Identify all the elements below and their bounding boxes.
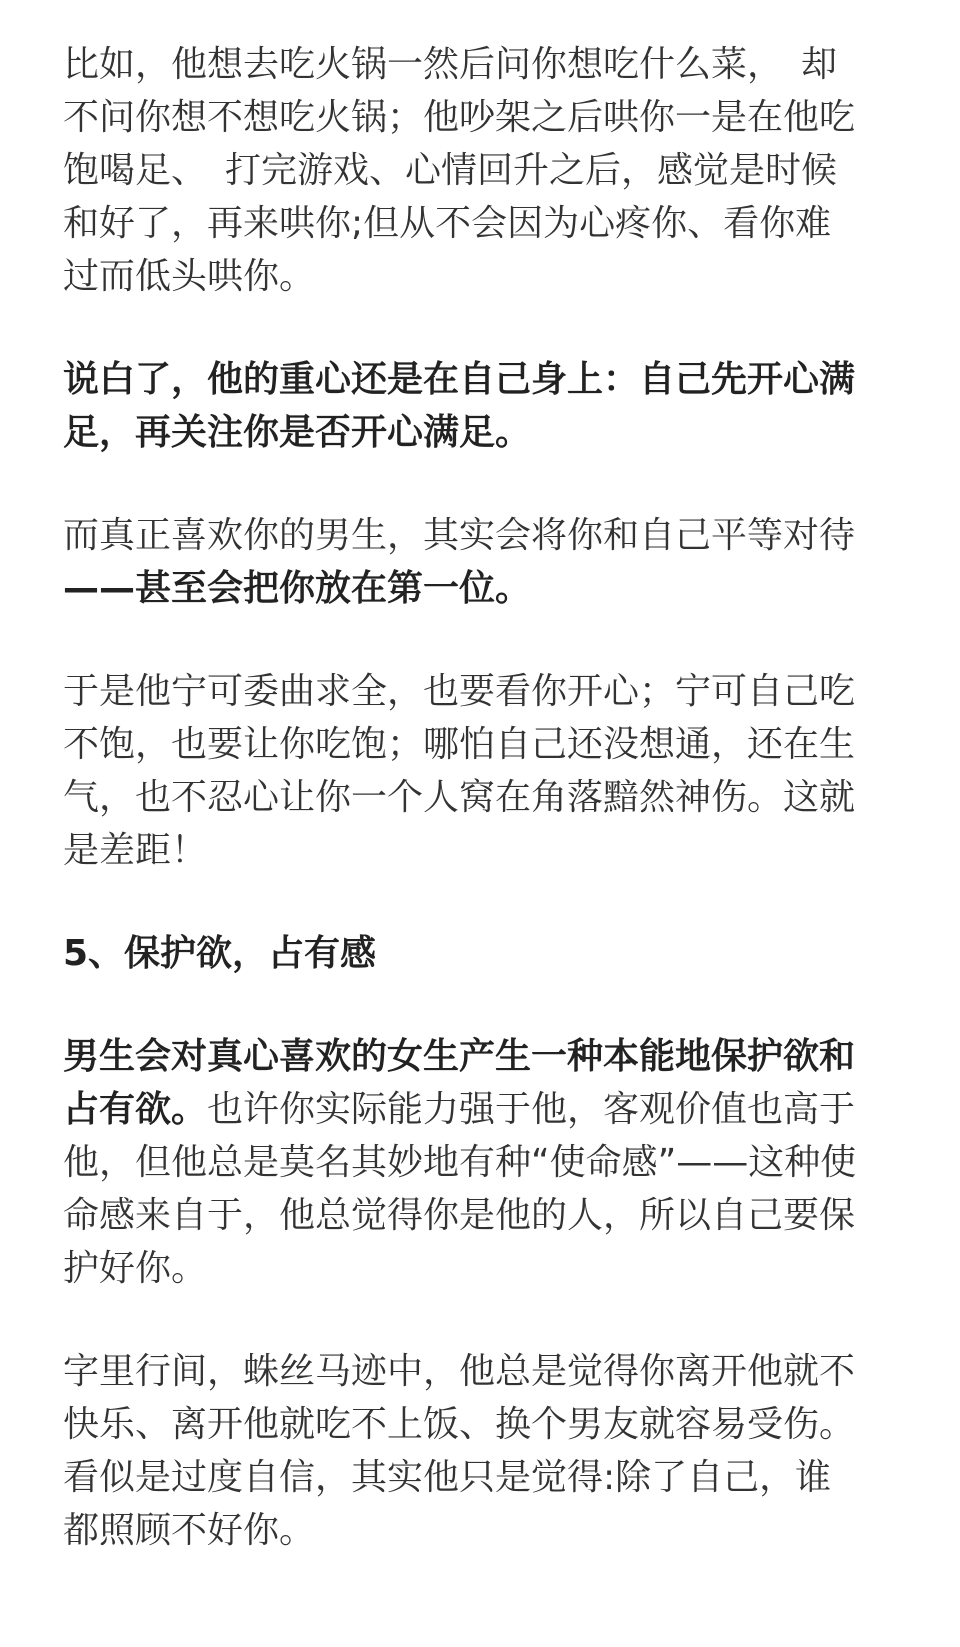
paragraph-difference: 于是他宁可委曲求全，也要看你开心；宁可自己吃不饱，也要让你吃饱；哪怕自己还没想通，还在生气，也不忍心让你一个人窝在角落黯然神伤。这就是差距！ [63,671,856,871]
protective-text: 也许你实际能力强于他，客观价值也高于他，但他总是莫名其妙地有种“使命感”——这种使命感来自于，他总觉得你是他的人，所以自己要保护好你。 [63,1089,857,1289]
paragraph-protective [63,1030,863,1295]
protective-emphasis: 男生会对真心喜欢的女生产生一种本能地保护欲和占有欲。 [63,1036,856,1130]
equal-treatment-emphasis: ——甚至会把你放在第一位。 [63,568,532,609]
equal-treatment-text: 而真正喜欢你的男生，其实会将你和自己平等对待 [63,515,856,556]
section-heading: 5、保护欲，占有感 [63,933,377,974]
article-body [63,38,863,1607]
paragraph-conclusion: 字里行间，蛛丝马迹中，他总是觉得你离开他就不快乐、离开他就吃不上饭、换个男友就容易受伤。看似是过度自信，其实他只是觉得:除了自己，谁都照顾不好你。 [63,1351,856,1551]
paragraph-equal-treatment [63,509,863,615]
paragraph-hotpot-example: 比如，他想去吃火锅一然后问你想吃什么菜， 却不问你想不想吃火锅；他吵架之后哄你一是在他吃饱喝足、 打完游戏、心情回升之后，感觉是时候和好了，再来哄你;但从不会因为心疼你、看你难过而低头哄你。 [63,44,856,297]
paragraph-summary: 说白了，他的重心还是在自己身上：自己先开心满足，再关注你是否开心满足。 [63,359,856,453]
